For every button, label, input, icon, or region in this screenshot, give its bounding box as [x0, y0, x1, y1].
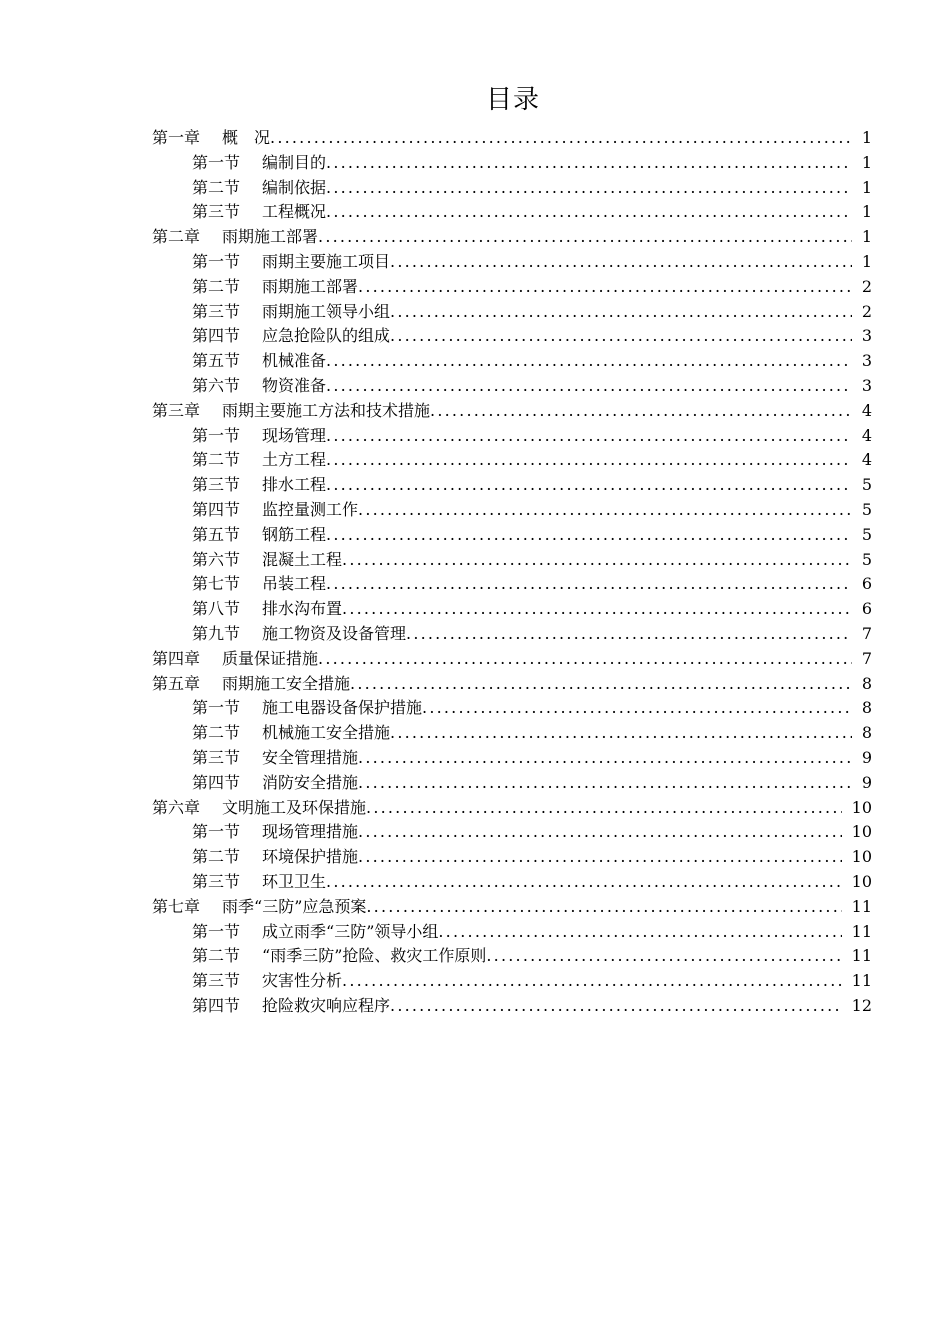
toc-dot-leader: [326, 424, 852, 449]
toc-section-entry[interactable]: [152, 300, 872, 325]
toc-page-number: 1: [861, 128, 872, 147]
toc-section-entry[interactable]: [152, 200, 872, 225]
toc-page-number: 3: [861, 326, 872, 346]
toc-section-entry[interactable]: [152, 523, 872, 548]
toc-dot-leader: [366, 895, 841, 920]
toc-entry-number: 第六节: [192, 549, 241, 569]
table-of-contents: [152, 126, 872, 1019]
toc-entry-number: 第九节: [192, 623, 241, 643]
toc-section-entry[interactable]: [152, 324, 872, 349]
toc-entry-number: 第五章: [152, 673, 201, 693]
toc-dot-leader: [390, 324, 852, 349]
toc-entry-title: 土方工程: [262, 450, 327, 470]
toc-section-entry[interactable]: [152, 448, 872, 473]
toc-entry-number: 第三章: [152, 400, 201, 420]
toc-section-entry[interactable]: [152, 151, 872, 176]
toc-dot-leader: [366, 796, 842, 821]
toc-page-number: 4: [861, 425, 872, 445]
toc-entry-number: 第三节: [192, 971, 241, 991]
toc-entry-title: 环卫卫生: [262, 871, 327, 891]
toc-dot-leader: [342, 548, 852, 573]
toc-section-entry[interactable]: [152, 498, 872, 523]
toc-dot-leader: [358, 498, 852, 523]
toc-page-number: 10: [851, 797, 872, 817]
toc-entry-number: 第七节: [192, 574, 241, 594]
toc-entry-title: 机械施工安全措施: [262, 723, 391, 743]
toc-entry-number: 第二节: [192, 847, 241, 867]
toc-dot-leader: [326, 870, 842, 895]
toc-dot-leader: [486, 944, 841, 969]
toc-entry-title: 雨期施工安全措施: [222, 673, 351, 693]
toc-entry-number: 第二节: [192, 177, 241, 197]
toc-chapter-entry[interactable]: [152, 672, 872, 697]
toc-entry-title: 混凝土工程: [262, 549, 343, 569]
toc-entry-title: 抢险救灾响应程序: [262, 995, 391, 1015]
toc-entry-number: 第三节: [192, 202, 241, 222]
toc-section-entry[interactable]: [152, 969, 872, 994]
toc-chapter-entry[interactable]: [152, 126, 872, 151]
toc-chapter-entry[interactable]: [152, 225, 872, 250]
toc-entry-number: 第二节: [192, 723, 241, 743]
toc-entry-title: 排水沟布置: [262, 599, 343, 619]
toc-dot-leader: [318, 647, 852, 672]
toc-entry-title: 现场管理措施: [262, 822, 359, 842]
toc-entry-number: 第四节: [192, 995, 241, 1015]
toc-dot-leader: [358, 771, 852, 796]
toc-section-entry[interactable]: [152, 374, 872, 399]
toc-dot-leader: [326, 176, 852, 201]
toc-entry-number: 第二节: [192, 946, 241, 966]
toc-page-number: 1: [861, 152, 872, 172]
toc-page-number: 2: [861, 301, 872, 321]
toc-chapter-entry[interactable]: [152, 895, 872, 920]
toc-page-number: 11: [851, 971, 872, 991]
toc-entry-number: 第五节: [192, 351, 241, 371]
toc-entry-number: 第六章: [152, 797, 201, 817]
toc-dot-leader: [318, 225, 852, 250]
toc-chapter-entry[interactable]: [152, 796, 872, 821]
toc-section-entry[interactable]: [152, 920, 872, 945]
toc-dot-leader: [326, 349, 852, 374]
toc-entry-title: 监控量测工作: [262, 499, 359, 519]
toc-entry-title: 编制目的: [262, 152, 327, 172]
toc-entry-title: 排水工程: [262, 475, 327, 495]
toc-page-number: 4: [861, 450, 872, 470]
toc-section-entry[interactable]: [152, 424, 872, 449]
toc-entry-title: 安全管理措施: [262, 747, 359, 767]
toc-dot-leader: [438, 920, 841, 945]
toc-entry-title: 雨期施工部署: [262, 276, 359, 296]
toc-dot-leader: [342, 597, 852, 622]
toc-page-number: 1: [861, 227, 872, 247]
toc-entry-title: 消防安全措施: [262, 772, 359, 792]
toc-page-number: 5: [861, 475, 872, 495]
toc-page-number: 3: [861, 351, 872, 371]
toc-dot-leader: [326, 151, 852, 176]
toc-page-number: 5: [861, 499, 872, 519]
toc-page-number: 10: [851, 847, 872, 867]
toc-entry-number: 第三节: [192, 747, 241, 767]
toc-dot-leader: [326, 572, 852, 597]
toc-section-entry[interactable]: [152, 721, 872, 746]
toc-page-number: 5: [861, 549, 872, 569]
toc-entry-title: 雨季“三防”应急预案: [222, 896, 367, 916]
toc-entry-number: 第四章: [152, 648, 201, 668]
toc-entry-number: 第三节: [192, 871, 241, 891]
toc-page-number: 11: [851, 896, 872, 916]
toc-page-number: 12: [851, 995, 872, 1015]
toc-section-entry[interactable]: [152, 548, 872, 573]
toc-dot-leader: [326, 523, 852, 548]
toc-section-entry[interactable]: [152, 746, 872, 771]
toc-dot-leader: [430, 399, 852, 424]
toc-entry-number: 第二章: [152, 227, 201, 247]
toc-dot-leader: [390, 721, 852, 746]
toc-entry-number: 第六节: [192, 375, 241, 395]
toc-entry-title: 吊装工程: [262, 574, 327, 594]
toc-dot-leader: [390, 300, 852, 325]
toc-section-entry[interactable]: [152, 349, 872, 374]
toc-dot-leader: [326, 374, 852, 399]
toc-entry-title: 成立雨季“三防”领导小组: [262, 921, 439, 941]
toc-entry-number: 第二节: [192, 276, 241, 296]
toc-page-number: 9: [861, 772, 872, 792]
toc-entry-title: 质量保证措施: [222, 648, 319, 668]
toc-page-number: 6: [861, 574, 872, 594]
toc-entry-title: 施工电器设备保护措施: [262, 698, 423, 718]
toc-entry-number: 第七章: [152, 896, 201, 916]
toc-dot-leader: [326, 473, 852, 498]
toc-entry-number: 第五节: [192, 524, 241, 544]
toc-entry-number: 第四节: [192, 499, 241, 519]
toc-entry-number: 第一节: [192, 152, 241, 172]
toc-page-number: 10: [851, 822, 872, 842]
toc-page-number: 8: [861, 723, 872, 743]
toc-section-entry[interactable]: [152, 473, 872, 498]
toc-dot-leader: [350, 672, 852, 697]
toc-page-number: 4: [861, 400, 872, 420]
toc-section-entry[interactable]: [152, 870, 872, 895]
toc-section-entry[interactable]: [152, 250, 872, 275]
toc-page-number: 3: [861, 375, 872, 395]
toc-entry-number: 第一节: [192, 822, 241, 842]
toc-entry-title: 概 况: [222, 128, 271, 147]
toc-entry-title: 现场管理: [262, 425, 327, 445]
toc-entry-number: 第三节: [192, 301, 241, 321]
toc-entry-title: 文明施工及环保措施: [222, 797, 367, 817]
toc-dot-leader: [390, 250, 852, 275]
toc-page-number: 11: [851, 921, 872, 941]
toc-page-number: 6: [861, 599, 872, 619]
toc-section-entry[interactable]: [152, 845, 872, 870]
toc-entry-title: 雨期施工领导小组: [262, 301, 391, 321]
toc-entry-number: 第一节: [192, 425, 241, 445]
toc-page-number: 11: [851, 946, 872, 966]
toc-section-entry[interactable]: [152, 820, 872, 845]
toc-entry-title: “雨季三防”抢险、救灾工作原则: [262, 946, 487, 966]
toc-entry-number: 第一节: [192, 921, 241, 941]
toc-entry-title: 工程概况: [262, 202, 327, 222]
toc-entry-number: 第二节: [192, 450, 241, 470]
toc-entry-number: 第四节: [192, 772, 241, 792]
toc-dot-leader: [358, 275, 852, 300]
toc-dot-leader: [326, 448, 852, 473]
toc-entry-title: 编制依据: [262, 177, 327, 197]
toc-entry-title: 机械准备: [262, 351, 327, 371]
toc-page-number: 7: [861, 623, 872, 643]
page-title: 目录: [485, 85, 540, 115]
toc-entry-title: 雨期主要施工项目: [262, 251, 391, 271]
toc-dot-leader: [358, 746, 852, 771]
toc-page-number: 2: [861, 276, 872, 296]
toc-section-entry[interactable]: [152, 696, 872, 721]
toc-dot-leader: [406, 622, 852, 647]
toc-entry-number: 第一节: [192, 251, 241, 271]
toc-entry-number: 第一章: [152, 128, 201, 147]
toc-page-number: 8: [861, 673, 872, 693]
toc-entry-title: 环境保护措施: [262, 847, 359, 867]
toc-entry-number: 第四节: [192, 326, 241, 346]
toc-entry-title: 物资准备: [262, 375, 327, 395]
toc-section-entry[interactable]: [152, 771, 872, 796]
toc-page-number: 1: [861, 251, 872, 271]
toc-section-entry[interactable]: [152, 597, 872, 622]
toc-entry-number: 第一节: [192, 698, 241, 718]
toc-dot-leader: [326, 200, 852, 225]
toc-entry-number: 第三节: [192, 475, 241, 495]
toc-page-number: 10: [851, 871, 872, 891]
toc-dot-leader: [422, 696, 852, 721]
toc-section-entry[interactable]: [152, 572, 872, 597]
toc-page-number: 5: [861, 524, 872, 544]
toc-chapter-entry[interactable]: [152, 399, 872, 424]
toc-dot-leader: [270, 126, 852, 151]
toc-page-number: 8: [861, 698, 872, 718]
toc-entry-title: 雨期施工部署: [222, 227, 319, 247]
toc-page-number: 1: [861, 177, 872, 197]
toc-dot-leader: [358, 820, 842, 845]
toc-chapter-entry[interactable]: [152, 647, 872, 672]
toc-page-number: 7: [861, 648, 872, 668]
toc-page-number: 9: [861, 747, 872, 767]
toc-entry-number: 第八节: [192, 599, 241, 619]
toc-section-entry[interactable]: [152, 944, 872, 969]
toc-page-number: 1: [861, 202, 872, 222]
toc-section-entry[interactable]: [152, 176, 872, 201]
toc-section-entry[interactable]: [152, 994, 872, 1019]
toc-section-entry[interactable]: [152, 622, 872, 647]
toc-section-entry[interactable]: [152, 275, 872, 300]
toc-entry-title: 雨期主要施工方法和技术措施: [222, 400, 431, 420]
toc-entry-title: 钢筋工程: [262, 524, 327, 544]
toc-entry-title: 施工物资及设备管理: [262, 623, 407, 643]
toc-dot-leader: [390, 994, 842, 1019]
toc-entry-title: 灾害性分析: [262, 971, 343, 991]
toc-entry-title: 应急抢险队的组成: [262, 326, 391, 346]
toc-dot-leader: [358, 845, 842, 870]
toc-dot-leader: [342, 969, 842, 994]
